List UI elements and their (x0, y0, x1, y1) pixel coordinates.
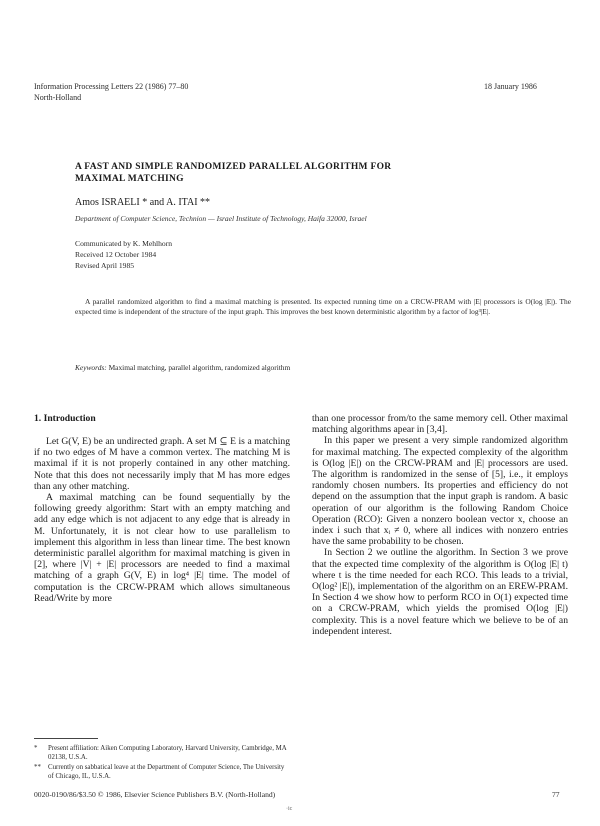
footnote-rule (34, 738, 98, 739)
page-number: 77 (552, 790, 560, 799)
bottom-mark: ·ic (286, 806, 293, 812)
publisher: North-Holland (34, 93, 82, 102)
intro-paragraph-2: A maximal matching can be found sequentially by the following greedy algorithm: Start with an empty matching and add any edge which is not adjacent to any edge that is already in M. Unfortunately, it is not clear how to use parallelism to implement this algorithm in less than linear time. The best known deterministic parallel algorithm for maximal matching is given in [2], where |V| + |E| processors are needed to find a maximal matching of a graph G(V, E) in log⁴ |E| time. The model of computation is the CRCW-PRAM which allows simultaneous Read/Write by more (34, 492, 290, 604)
issue-date: 18 January 1986 (484, 82, 537, 91)
footnote-2-mark: ** (34, 764, 41, 772)
author-list: Amos ISRAELI * and A. ITAI ** (75, 197, 211, 208)
received-date: Received 12 October 1984 (75, 250, 157, 259)
right-paragraph-0: than one processor from/to the same memory cell. Other maximal matching algorithms apear in [3,4]. (312, 413, 568, 436)
intro-paragraph-1: Let G(V, E) be an undirected graph. A set M ⊆ E is a matching if no two edges of M have a common vertex. The matching M is maximal if it is not properly contained in any other matching. Note that this does not necessarily imply that M has more edges than any other matching. (34, 436, 290, 492)
footnote-2 (34, 764, 290, 781)
footnotes (34, 745, 290, 781)
abstract: A parallel randomized algorithm to find a maximal matching is presented. Its expected running time on a CRCW-PRAM with |E| processors is O(log |E|). The expected time is independent of the structure of the input graph. This improves the best known deterministic algorithm by a factor of log³|E|. (75, 297, 571, 316)
copyright-line: 0020-0190/86/$3.50 © 1986, Elsevier Science Publishers B.V. (North-Holland) (34, 790, 276, 799)
footnote-2-text: Currently on sabbatical leave at the Department of Computer Science, The University of Chicago, IL, U.S.A. (48, 764, 285, 780)
footnote-1-mark: * (34, 745, 38, 752)
keywords-text: Maximal matching, parallel algorithm, randomized algorithm (108, 363, 291, 372)
author-affiliation: Department of Computer Science, Technion — Israel Institute of Technology, Haifa 32000, Israel (75, 214, 367, 223)
keywords-label: Keywords: (75, 363, 107, 372)
section-heading: 1. Introduction (34, 413, 96, 424)
footnote-1 (34, 745, 290, 762)
right-paragraph-1: In this paper we present a very simple randomized algorithm for maximal matching. The expected complexity of the algorithm is O(log |E|) on the CRCW-PRAM and |E| processors are used. The algorithm is randomized in the sense of [5], i.e., it employs randomly chosen numbers. Its properties and efficiency do not depend on the assumption that the input graph is random. A basic operation of our algorithm is the following Random Choice Operation (RCO): Given a nonzero boolean vector x, choose an index i such that xᵢ ≠ 0, where all indices with nonzero entries have the same probability to be chosen. (312, 435, 568, 548)
journal-citation: Information Processing Letters 22 (1986) 77–80 (34, 82, 189, 91)
left-column (34, 436, 290, 604)
communicated-by: Communicated by K. Mehlhorn (75, 239, 173, 248)
revised-date: Revised April 1985 (75, 261, 135, 270)
right-column (312, 413, 568, 637)
keywords-line (75, 363, 571, 373)
right-paragraph-2: In Section 2 we outline the algorithm. In Section 3 we prove that the expected time complexity of the algorithm is O(log |E| t) where t is the time needed for each RCO. This leads to a trivial, O(log² |E|), implementation of the algorithm on an EREW-PRAM. In Section 4 we show how to perform RCO in O(1) expected time on a CRCW-PRAM, which yields the promised O(log |E|) complexity. This is a novel feature which we believe to be of an independent interest. (312, 547, 568, 637)
paper-title-line-1: A FAST AND SIMPLE RANDOMIZED PARALLEL ALGORITHM FOR (75, 162, 392, 172)
footnote-1-text: Present affiliation: Aiken Computing Laboratory, Harvard University, Cambridge, MA 02138, U.S.A. (48, 745, 287, 761)
paper-title-line-2: MAXIMAL MATCHING (75, 174, 184, 184)
